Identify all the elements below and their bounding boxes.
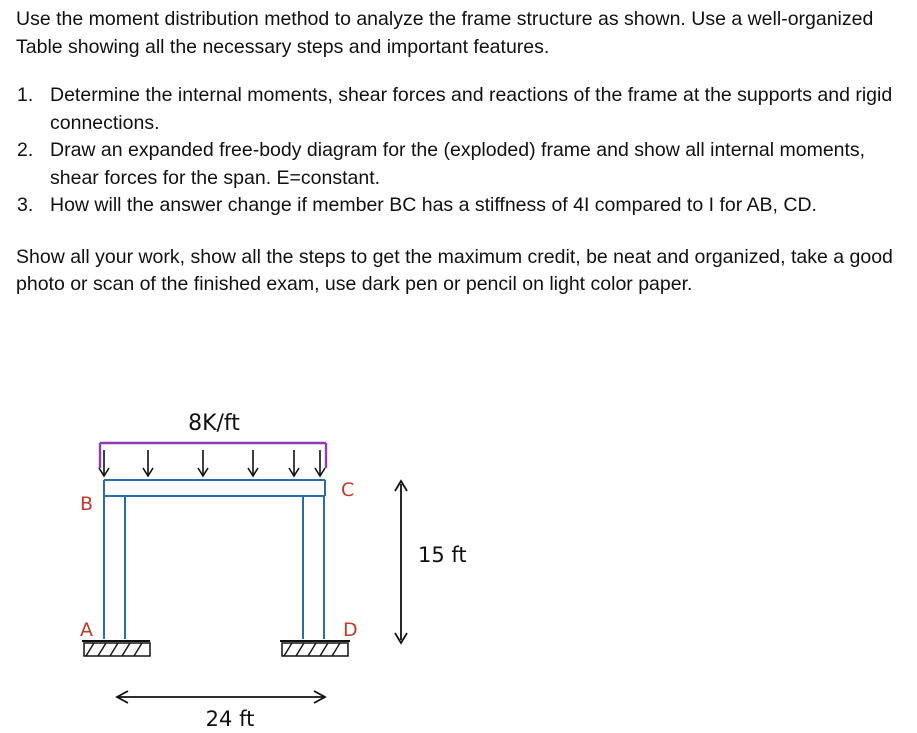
task-number: 3. xyxy=(17,194,34,216)
frame-diagram xyxy=(0,390,917,733)
task-item-3 xyxy=(16,192,901,220)
joint-label-d: D xyxy=(343,619,358,641)
height-dimension xyxy=(395,481,407,643)
task-list xyxy=(16,82,901,220)
task-item-1 xyxy=(16,82,901,137)
task-number: 2. xyxy=(17,139,34,161)
fixed-support-a xyxy=(82,641,150,656)
problem-statement xyxy=(16,6,901,299)
span-label: 24 ft xyxy=(205,707,255,731)
task-text: Draw an expanded free-body diagram for the (exploded) frame and show all internal moments, shear forces for the span. E=constant. xyxy=(50,139,866,189)
joint-label-c: C xyxy=(341,479,355,501)
distributed-load xyxy=(99,443,326,476)
load-label: 8K/ft xyxy=(188,411,240,436)
beam-bc xyxy=(104,480,325,496)
task-text: Determine the internal moments, shear forces and reactions of the frame at the supports and rigid connections. xyxy=(50,84,893,134)
task-text: How will the answer change if member BC has a stiffness of 4I compared to I for AB, CD. xyxy=(50,194,817,216)
column-cd xyxy=(303,496,324,639)
column-ab xyxy=(104,496,125,639)
intro-paragraph: Use the moment distribution method to analyze the frame structure as shown. Use a well-organized Table showing all the necessary steps and important features. xyxy=(16,8,874,58)
height-label: 15 ft xyxy=(418,543,467,567)
task-number: 1. xyxy=(17,84,34,106)
closing-paragraph: Show all your work, show all the steps to get the maximum credit, be neat and organized, take a good photo or scan of the finished exam, use dark pen or pencil on light color paper. xyxy=(16,245,893,295)
task-item-2 xyxy=(16,137,901,192)
joint-label-b: B xyxy=(80,493,94,515)
joint-label-a: A xyxy=(80,619,93,641)
span-dimension xyxy=(117,691,325,703)
fixed-support-d xyxy=(280,641,350,656)
